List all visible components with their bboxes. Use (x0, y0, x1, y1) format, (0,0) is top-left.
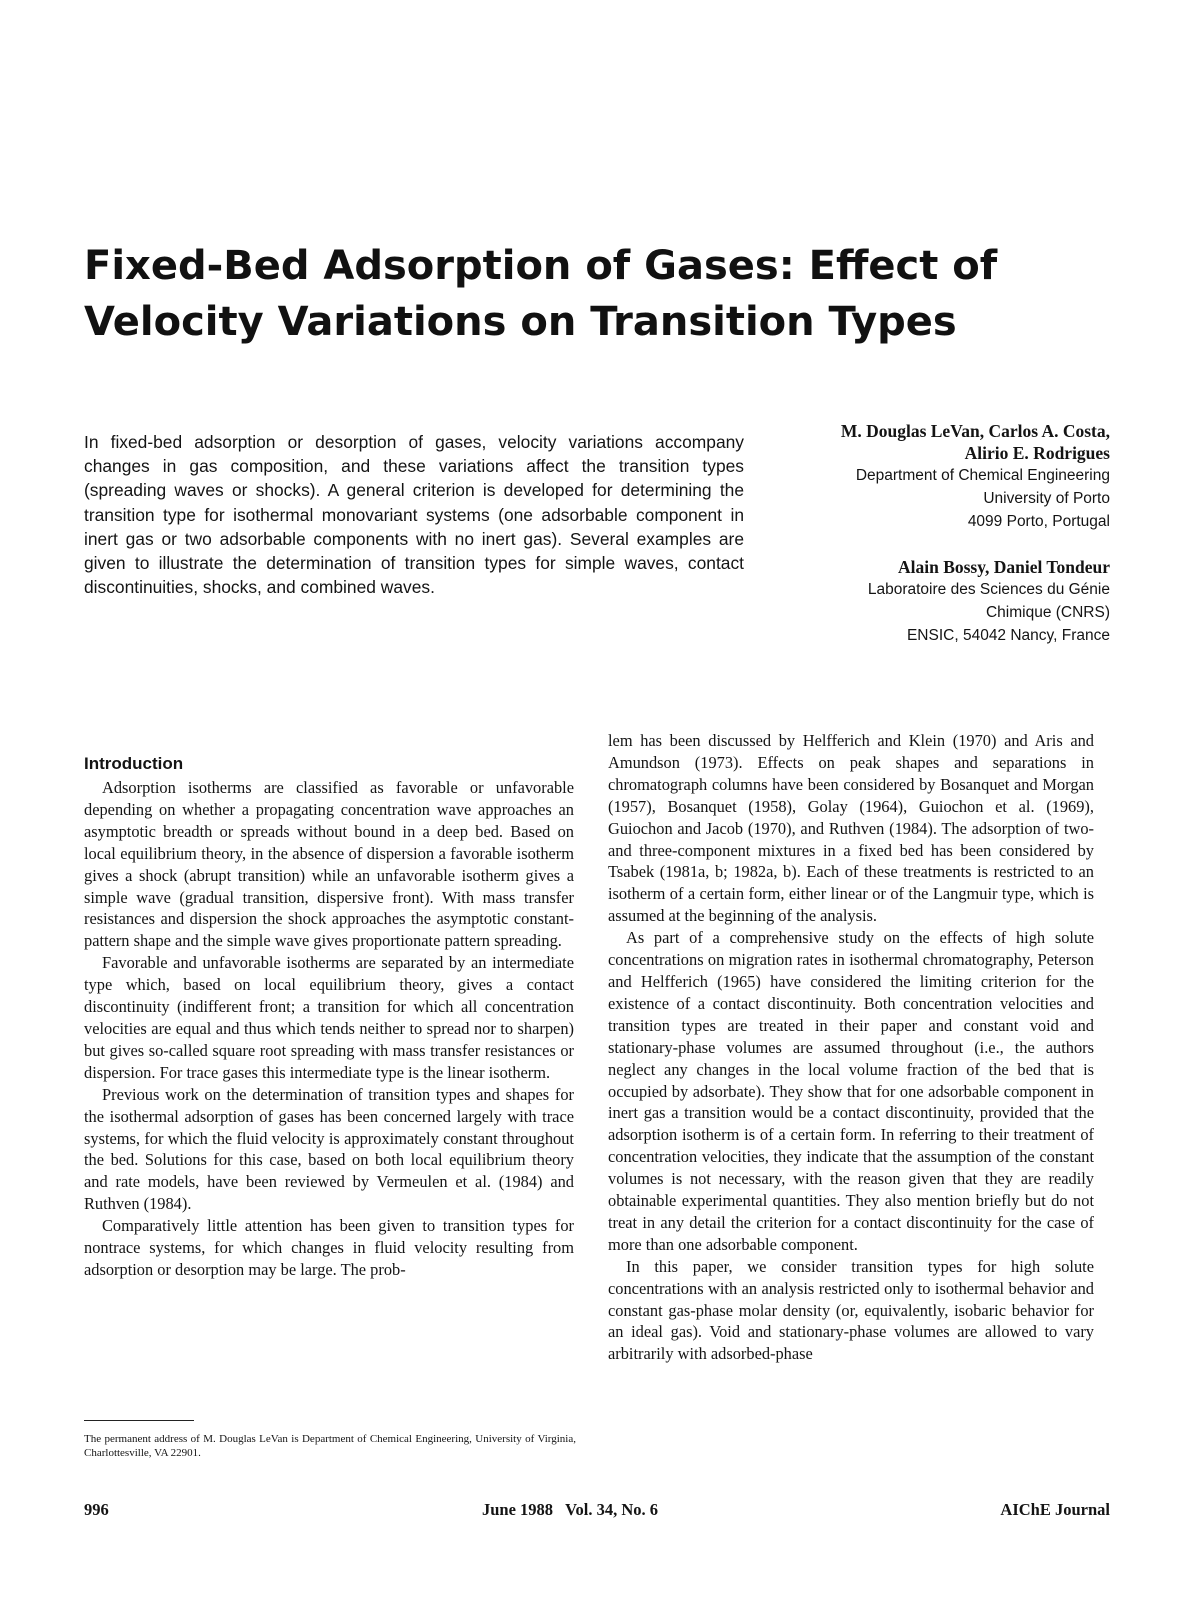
body-paragraph: lem has been discussed by Helfferich and Klein (1970) and Aris and Amundson (1973). Effects on peak shapes and separations in chromatograph columns have been considered by Bosanquet and Morgan (1957), Bosanquet (1958), Golay (1964), Guiochon et al. (1969), Guiochon and Jacob (1970), and Ruthven (1984). The adsorption of two- and three-component mixtures in a fixed bed has been considered by Tsabek (1981a, b; 1982a, b). Each of these treatments is restricted to an isotherm of a certain form, either linear or of the Langmuir type, which is assumed at the beginning of the analysis. (608, 731, 1094, 926)
issue-info: June 1988 Vol. 34, No. 6 (482, 1500, 659, 1519)
author-names-line-1: M. Douglas LeVan, Carlos A. Costa, (840, 421, 1110, 441)
journal-name: AIChE Journal (1000, 1500, 1110, 1519)
body-paragraph: Previous work on the determination of transition types and shapes for the isothermal adsorption of gases has been concerned largely with trace systems, for which the fluid velocity is approximately constant throughout the bed. Solutions for this case, based on both local equilibrium theory and rate models, have been reviewed by Vermeulen et al. (1984) and Ruthven (1984). (84, 1084, 574, 1214)
affiliation-line: University of Porto (983, 490, 1110, 507)
abstract: In fixed-bed adsorption or desorption of gases, velocity variations accompany changes in gas composition, and these variations affect the transition types (spreading waves or shocks). A general criterion is developed for determining the transition type for isothermal monovariant systems (one adsorbable component in inert gas or two adsorbable components with no inert gas). Several examples are given to illustrate the determination of transition types for simple waves, contact discontinuities, shocks, and combined waves. (84, 432, 744, 598)
affiliation-line: Department of Chemical Engineering (855, 467, 1110, 484)
affiliation-line: 4099 Porto, Portugal (967, 513, 1110, 530)
title-line-2: Velocity Variations on Transition Types (84, 299, 957, 345)
text-column-left (84, 753, 574, 1281)
author-block-porto (710, 420, 1110, 533)
affiliation-line: Chimique (CNRS) (985, 604, 1110, 621)
body-paragraph: Adsorption isotherms are classified as favorable or unfavorable depending on whether a propagating concentration wave approaches an asymptotic breadth or spreads without bound in a deep bed. Based on local equilibrium theory, in the absence of dispersion a favorable isotherm gives a shock (abrupt transition) while an unfavorable isotherm gives a simple wave (gradual transition, dispersive front). With mass transfer resistances and dispersion the shock approaches the asymptotic constant-pattern shape and the simple wave gives proportionate pattern spreading. (84, 778, 574, 951)
paper-title (84, 238, 1124, 350)
affiliation-line: Laboratoire des Sciences du Génie (867, 581, 1110, 598)
text-column-right (608, 730, 1094, 1365)
body-paragraph: Comparatively little attention has been given to transition types for nontrace systems, for which changes in fluid velocity resulting from adsorption or desorption may be large. The prob- (84, 1216, 574, 1279)
affiliation-line: ENSIC, 54042 Nancy, France (906, 627, 1110, 644)
author-block-nancy (710, 556, 1110, 647)
page-number: 996 (84, 1500, 109, 1519)
body-paragraph: Favorable and unfavorable isotherms are separated by an intermediate type which, based on local equilibrium theory, gives a contact discontinuity (indifferent front; a transition for which all concentration velocities are equal and thus which tends neither to spread nor to sharpen) but gives so-called square root spreading with mass transfer resistances or dispersion. For trace gases this intermediate type is the linear isotherm. (84, 953, 574, 1082)
author-names-line-1: Alain Bossy, Daniel Tondeur (897, 557, 1110, 577)
section-heading-introduction: Introduction (84, 754, 184, 773)
author-names-line-2: Alirio E. Rodrigues (964, 443, 1110, 463)
footnote-divider (84, 1420, 194, 1421)
body-paragraph: As part of a comprehensive study on the effects of high solute concentrations on migration rates in isothermal chromatography, Peterson and Helfferich (1965) have considered the limiting criterion for the existence of a contact discontinuity. Both concentration velocities and transition types are treated in their paper and constant void and stationary-phase volumes are assumed throughout (i.e., the authors neglect any changes in the local volume fraction of the bed that is occupied by adsorbate). They show that for one adsorbable component in inert gas a transition would be a contact discontinuity, provided that the adsorption isotherm is of a certain form. In referring to their treatment of concentration velocities, they indicate that the assumption of the constant volumes is not necessary, with the reason given that they are readily obtainable experimental quantities. They also mention briefly but do not treat in any detail the criterion for a contact discontinuity for the case of more than one adsorbable component. (608, 928, 1094, 1254)
footnote: The permanent address of M. Douglas LeVan is Department of Chemical Engineering, University of Virginia, Charlottesville, VA 22901. (84, 1433, 576, 1459)
body-paragraph: In this paper, we consider transition types for high solute concentrations with an analysis restricted only to isothermal behavior and constant gas-phase molar density (or, equivalently, isobaric behavior for an ideal gas). Void and stationary-phase volumes are allowed to vary arbitrarily with adsorbed-phase (608, 1256, 1094, 1364)
title-line-1: Fixed-Bed Adsorption of Gases: Effect of (84, 243, 998, 289)
